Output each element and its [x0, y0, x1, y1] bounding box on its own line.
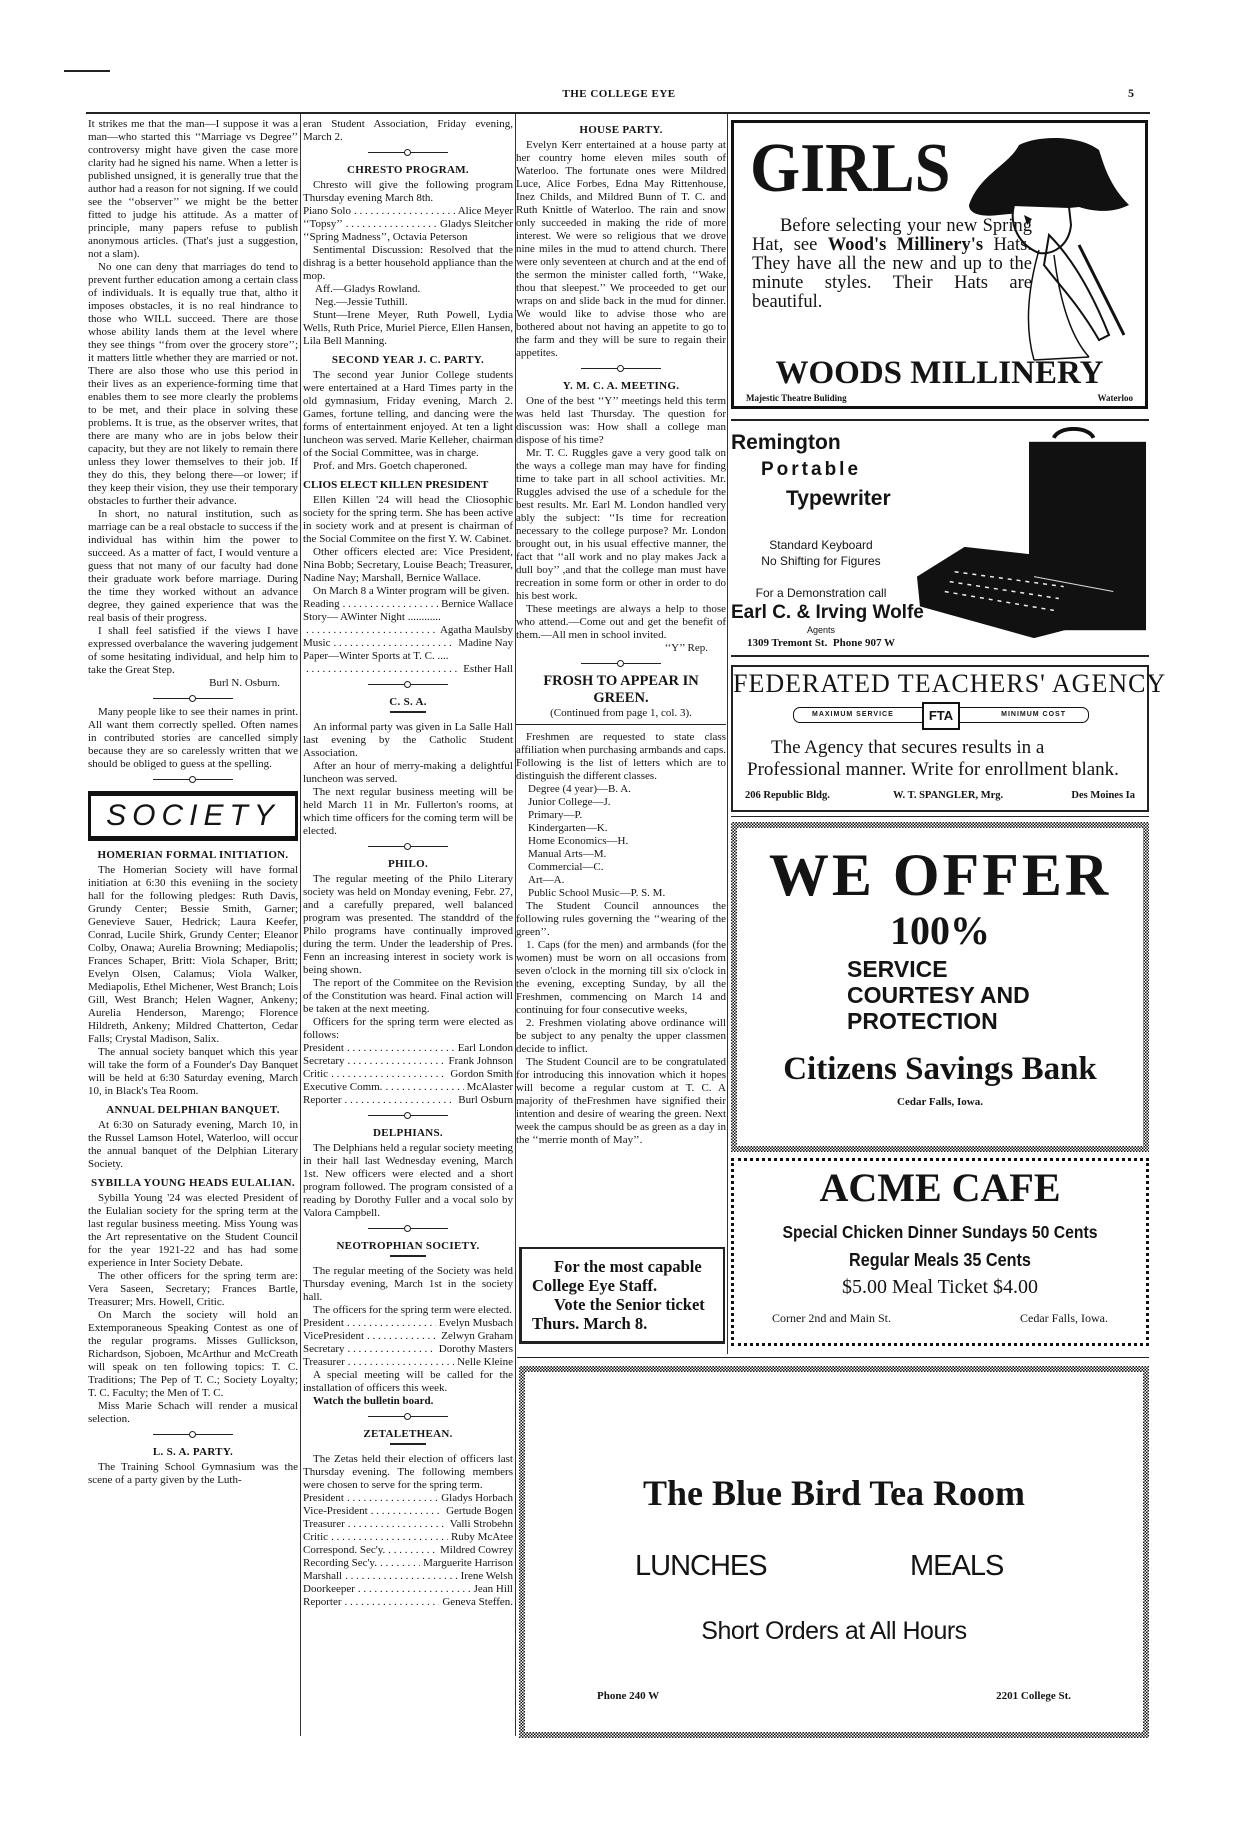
leader-row	[303, 1317, 513, 1330]
article-paragraph: No one can deny that marriages do tend to prevent further education among a certain class of individuals. It is equally true that, altho it imposes obstacles, it is no real hindrance to those who WILL succeed. There are those whose ability lands them at the level where they see things ‘‘from over the grocery store’’; it matters little whether they are married or not. There are also those who use this period in their lives as an experience-forming time that enables them to see more clearly the problems to be met, and their place in solving these problems. It is true, as the observer writes, that there are many who are in jobs below their capacity, but they are not likely to remain there unless they lower themselves to their job. If they do this, they belong there—or lower; if they keep their vision, they use their temporary obstacles to further their advance.	[88, 261, 298, 507]
ad-headline: Typewriter	[786, 487, 891, 510]
ad-separator	[517, 1357, 1149, 1358]
ornamental-divider	[303, 1109, 513, 1121]
article-headline: HOMERIAN FORMAL INITIATION.	[97, 849, 289, 861]
remington-typewriter-ad	[731, 425, 1149, 653]
dot-leader	[388, 1544, 437, 1557]
leader-row	[303, 1518, 513, 1531]
article-paragraph: The regular meeting of the Philo Literary society was held on Monday evening, Febr. 27, and a carefully prepared, well balanced program was presented. The standdrd of the Philo programs have continually improved during the term. Under the leadership of Pres. Fenn an increasing interest in society work is being shown.	[303, 873, 513, 976]
ad-agents-name: Earl C. & Irving Wolfe	[731, 602, 924, 623]
leader-label: President	[303, 1042, 344, 1054]
column-2	[303, 118, 513, 1738]
leader-row	[303, 1570, 513, 1583]
article-paragraph: On March 8 a Winter program will be given.	[313, 585, 510, 597]
leader-value: Gertude Bogen	[446, 1505, 513, 1517]
vote-line: College Eye Staff.	[532, 1276, 658, 1295]
motto-right: MINIMUM COST	[1001, 711, 1066, 718]
leader-label: Music	[303, 637, 331, 649]
vote-line: Thurs. March 8.	[532, 1314, 648, 1333]
column-3	[516, 118, 726, 1242]
article-paragraph: At 6:30 on Saturady evening, March 10, in the Russel Lamson Hotel, Waterloo, will occur the annual banquet of the Delphian Literary Society.	[88, 1119, 298, 1170]
leader-row	[303, 1068, 513, 1081]
ad-city: Cedar Falls, Iowa.	[897, 1096, 983, 1108]
article-paragraph: The regular meeting of the Society was held Thursday evening, March 1st in the society hall.	[303, 1265, 513, 1303]
article-headline: SYBILLA YOUNG HEADS EULALIAN.	[91, 1177, 295, 1189]
article-paragraph: In short, no natural institution, such as marriage can be a real obstacle to success if the individual has within him the power to succeed. As a matter of fact, I would venture a guess that not many of our faculty had done their graduate work before marriage. During the time they worked without an advance degree, they gained experience that was the real basis of their progress.	[88, 508, 298, 624]
ad-line: SERVICE	[847, 956, 948, 982]
article-paragraph: The report of the Commitee on the Revision of the Constitution was heard. Final action will be taken at the next meeting.	[303, 977, 513, 1015]
ad-line: Short Orders at All Hours	[701, 1617, 967, 1645]
dot-leader	[348, 1356, 454, 1369]
leader-value: Madine Nay	[458, 637, 513, 649]
dot-leader	[358, 1583, 471, 1596]
article-paragraph: I shall feel satisfied if the views I have expressed overbalance the wavering judgement of some hesitating individual, and help him to take the Great Step.	[88, 625, 298, 676]
leader-label: President	[303, 1492, 344, 1504]
ad-address: 206 Republic Bldg.	[745, 790, 830, 801]
article-paragraph: On March the society will hold an Extemporaneous Speaking Contest as one of the regular programs. Misses Gullickson, Richardson, Sjoboen, McArthur and McCreath will speak on ten following topics: T. C. Traditions; The Pep of T. C.; Society Loyalty; T. C. Faculty; the Men of T. C.	[88, 1309, 298, 1399]
ad-feature: Standard Keyboard	[769, 538, 873, 552]
leader-row	[303, 1042, 513, 1055]
article-paragraph: These meetings are always a help to those who attend.—Come out and get the benefit of them.—All men in school invited.	[516, 603, 726, 641]
dot-leader	[348, 1343, 436, 1356]
ad-city: Des Moines Ia	[1071, 790, 1135, 801]
ornamental-divider	[88, 1428, 298, 1440]
dot-leader	[344, 1094, 455, 1107]
leader-row	[303, 205, 513, 218]
dot-leader	[306, 624, 437, 637]
article-headline: SECOND YEAR J. C. PARTY.	[331, 354, 485, 366]
article-paragraph: The Student Council announces the following rules governing the ‘‘wearing of the green’’.	[516, 900, 726, 938]
leader-label: Secretary	[303, 1055, 345, 1067]
ad-line: Regular Meals 35 Cents	[849, 1250, 1031, 1270]
article-paragraph: Miss Marie Schach will render a musical selection.	[88, 1400, 298, 1425]
article-paragraph: Prof. and Mrs. Goetch chaperoned.	[313, 460, 468, 472]
article-signature: Burl N. Osburn.	[209, 677, 280, 689]
article-headline: C. S. A.	[389, 696, 427, 708]
acme-cafe-ad	[731, 1158, 1149, 1346]
dot-leader	[306, 663, 460, 676]
article-paragraph: Story— AWinter Night ............	[303, 611, 441, 623]
dot-leader	[331, 1068, 447, 1081]
article-paragraph: Chresto will give the following program Thursday evening March 8th.	[303, 179, 513, 204]
motto-left: MAXIMUM SERVICE	[812, 711, 894, 718]
leader-value: Earl London	[457, 1042, 513, 1054]
ad-business-name: FEDERATED TEACHERS' AGENCY	[733, 669, 1167, 698]
column-1	[88, 118, 298, 1738]
leader-value: Evelyn Musbach	[438, 1317, 513, 1329]
dot-leader	[346, 218, 437, 231]
leader-label: Reporter	[303, 1094, 342, 1106]
newspaper-title: THE COLLEGE EYE	[562, 88, 676, 100]
article-paragraph: A special meeting will be called for the installation of officers this week.	[303, 1369, 513, 1394]
article-headline: ANNUAL DELPHIAN BANQUET.	[106, 1104, 280, 1116]
short-rule	[390, 711, 426, 713]
article-paragraph: Other officers elected are: Vice President, Nina Bobb; Secretary, Louise Beach; Treasurer, Nadine Nay; Marshall, Bernice Wallace.	[303, 546, 513, 584]
article-bold-note: Watch the bulletin board.	[313, 1395, 434, 1407]
ad-city: Cedar Falls, Iowa.	[1020, 1311, 1108, 1325]
article-headline: DELPHIANS.	[373, 1127, 443, 1139]
leader-label: Critic	[303, 1068, 329, 1080]
ad-feature: No Shifting for Figures	[761, 554, 881, 568]
ad-city: Waterloo	[1097, 393, 1133, 403]
ad-percentage: 100%	[890, 908, 990, 953]
leader-row	[303, 1492, 513, 1505]
leader-label: VicePresident	[303, 1330, 365, 1342]
leader-label: Marshall	[303, 1570, 343, 1582]
leader-value: Gladys Horbach	[441, 1492, 513, 1504]
article-headline: NEOTROPHIAN SOCIETY.	[336, 1240, 480, 1252]
article-paragraph: Stunt—Irene Meyer, Ruth Powell, Lydia Wells, Ruth Price, Muriel Pierce, Ellen Hansen, Lila Bell Manning.	[303, 309, 513, 347]
ad-line: Special Chicken Dinner Sundays 50 Cents	[782, 1222, 1098, 1242]
article-headline: HOUSE PARTY.	[579, 124, 663, 136]
ad-separator	[731, 419, 1149, 421]
ad-business-name: Citizens Savings Bank	[783, 1051, 1097, 1087]
leader-value: Irene Welsh	[460, 1570, 513, 1582]
ornamental-divider	[516, 362, 726, 374]
ornamental-divider	[303, 146, 513, 158]
dot-leader	[348, 1518, 447, 1531]
article-paragraph: The Zetas held their election of officers last Thursday evening. The following members were chosen to serve for the spring term.	[303, 1453, 513, 1491]
leader-label: Critic	[303, 1531, 329, 1543]
article-subheadline: (Continued from page 1, col. 3).	[550, 707, 692, 719]
ornamental-divider	[303, 840, 513, 852]
ad-separator	[731, 816, 1149, 817]
article-signature: ‘‘Y’’ Rep.	[664, 642, 708, 654]
dot-leader	[367, 1330, 438, 1343]
typewriter-illustration	[915, 427, 1149, 649]
ornamental-divider	[303, 1222, 513, 1234]
leader-row	[303, 1081, 513, 1094]
article-paragraph: It strikes me that the man—I suppose it was a man—who started this ‘‘Marriage vs Degree’’ controversy might have given the case more clarity had he signed his name. When a letter is published unsigned, it is generally true that the author had a reason for not signing. If we could see the ‘‘observer’’ we might be the better fitted to judge his attitude. As a matter of principle, many papers refuse to publish anonymous articles. (That's just a suggestion, not a slam).	[88, 118, 298, 260]
ad-headline: GIRLS	[750, 130, 951, 207]
ad-manager: W. T. SPANGLER, Mrg.	[893, 790, 1004, 801]
article-paragraph: Many people like to see their names in print. All want them correctly spelled. Often names in contributed stories are cancelled simply because they are so carelessly written that we should be obliged to guess at the spelling.	[88, 706, 298, 770]
list-item: Kindergarten—K.	[528, 822, 608, 834]
ad-address: Majestic Theatre Buliding	[746, 393, 847, 403]
article-paragraph: Freshmen are requested to state class affiliation when purchasing armbands and caps. Following is the list of letters which are to distinguish the different classes.	[516, 731, 726, 782]
ad-phone: Phone 240 W	[597, 1690, 660, 1702]
list-item: Commercial—C.	[528, 861, 604, 873]
ad-body: The Agency that secures results in a Professional manner. Write for enrollment blank.	[747, 737, 1119, 780]
vote-line: For the most capable	[554, 1257, 702, 1276]
dot-leader	[347, 1317, 436, 1330]
leader-value: Esther Hall	[463, 663, 513, 675]
leader-value: Nelle Kleine	[457, 1356, 513, 1368]
ad-line: $5.00 Meal Ticket $4.00	[841, 1276, 1039, 1298]
leader-row	[303, 1094, 513, 1107]
dot-leader	[385, 1081, 463, 1094]
article-paragraph: Officers for the spring term were elected as follows:	[303, 1016, 513, 1041]
ad-agents-label: Agents	[806, 625, 836, 635]
dot-leader	[380, 1557, 420, 1570]
leader-row	[303, 1505, 513, 1518]
leader-value: Valli Strobehn	[449, 1518, 513, 1530]
leader-row	[303, 1596, 513, 1609]
column-rule	[727, 114, 728, 1354]
article-paragraph: The Homerian Society will have formal initiation at 6:30 this eveniing in the society hall for the following pledges: Ruth Davis, Grundy Center; Bessie Smith, Garner; Genevieve Sauer, Hedrick; Laura Keefer, Conrad, Lucile Shirk, Grundy Center; Eleanor Colby, Onawa; Aurelia Browning; Mediapolis; Frances Schaper, Britt: Viola Schaper, Britt; Evelyn Olsen, Calamus; Viola Walker, Mediapolis, Ethel Michener, West Branch; Lois Gill, West Branch; Helen Wagner, Ankeny; Aurelia Henderson, Marengo; Florence Hildreth, Ankeny; Mildred Chatterton, Cedar Falls; Crystal Madison, Salix.	[88, 864, 298, 1045]
article-paragraph: After an hour of merry-making a delightful luncheon was served.	[303, 760, 513, 785]
article-paragraph: The next regular business meeting will be held March 11 in Mr. Fullerton's rooms, at which time officers for the coming term will be elected.	[303, 786, 513, 837]
leader-row	[303, 663, 513, 676]
article-headline: CLIOS ELECT KILLEN PRESIDENT	[303, 479, 489, 491]
article-headline: ZETALETHEAN.	[363, 1428, 453, 1440]
leader-label: Vice-President	[303, 1505, 368, 1517]
woods-millinery-ad	[731, 120, 1148, 409]
vote-line: Vote the Senior ticket	[554, 1295, 705, 1314]
federated-teachers-agency-ad	[731, 665, 1167, 812]
article-paragraph: One of the best ‘‘Y’’ meetings held this term was held last Thursday. The question for discussion was: How shall a college man dispose of his time?	[516, 395, 726, 446]
article-paragraph: The second year Junior College students were entertained at a Hard Times party in the old gymnasium, Friday evening, March 2. Games, fortune telling, and dancing were the forms of entertainment enjoyed. At ten a light luncheon was served. Marie Kelleher, chairman of the Social Committee, was in charge.	[303, 369, 513, 459]
article-paragraph: An informal party was given in La Salle Hall last evening by the Catholic Student Association.	[303, 721, 513, 759]
ad-address: 2201 College St.	[996, 1690, 1071, 1702]
ad-business-name: ACME CAFE	[819, 1165, 1061, 1210]
article-paragraph: Paper—Winter Sports at T. C. ....	[303, 650, 449, 662]
ornamental-divider	[303, 1410, 513, 1422]
leader-value: Ruby McAtee	[450, 1531, 513, 1543]
dot-leader	[331, 1531, 448, 1544]
list-item: Public School Music—P. S. M.	[528, 887, 666, 899]
horizontal-rule	[516, 724, 726, 725]
column-rule	[300, 114, 301, 1736]
leader-label: Reporter	[303, 1596, 342, 1608]
ad-business-name: WOODS MILLINERY	[775, 355, 1104, 391]
leader-row	[303, 1356, 513, 1369]
article-headline: FROSH TO APPEAR IN GREEN.	[543, 673, 699, 706]
article-paragraph: The Training School Gymnasium was the scene of a party given by the Luth-	[88, 1461, 298, 1486]
ad-address: 1309 Tremont St.	[746, 637, 828, 649]
dot-leader	[334, 637, 456, 650]
ad-headline: WE OFFER	[768, 842, 1112, 908]
ad-line-lunches: LUNCHES	[635, 1550, 767, 1582]
citizens-savings-bank-ad	[731, 822, 1149, 1152]
leader-value: McAlaster	[466, 1081, 513, 1093]
fta-monogram-logo: FTA	[922, 702, 960, 730]
leader-label: ‘‘Topsy’’	[303, 218, 343, 230]
section-banner-society: SOCIETY	[88, 791, 298, 841]
article-paragraph: The annual society banquet which this year will take the form of a Founder's Day Banquet will be held at 6:30 Saturday evening, March 10, in Black's Tea Room.	[88, 1046, 298, 1097]
list-item: Manual Arts—M.	[528, 848, 607, 860]
leader-value: Dorothy Masters	[438, 1343, 513, 1355]
article-paragraph: ‘‘Spring Madness’’, Octavia Peterson	[303, 231, 468, 243]
list-item: Primary—P.	[528, 809, 583, 821]
leader-label: Correspond. Sec'y.	[303, 1544, 386, 1556]
dot-leader	[347, 1042, 455, 1055]
dot-leader	[344, 1596, 439, 1609]
leader-value: Frank Johnson	[448, 1055, 513, 1067]
leader-row	[303, 1544, 513, 1557]
leader-row	[303, 637, 513, 650]
list-item: Aff.—Gladys Rowland.	[315, 283, 421, 295]
article-paragraph: Evelyn Kerr entertained at a house party at her country home eleven miles south of Waterloo. The fortunate ones were Mildred Luce, Alice Forbes, Edna May Rittenhouse, Inez Childs, and Mildred Bunn of T. C. and Ruth Knittle of Waterloo. The rain and snow only succeeded in making the ride of more interest. We were so religious that we drove nine miles in the mud to attend church. There were only seventeen at church and at the end of the sermon the minister called forth, ‘‘Wake, thou that sleepest.’’ We proceeded to get our wraps on and slide back in the mud for dinner. We would like to advise those who are bothered about not having an appetite to go to the farm and they will be sure to regain their appetites.	[516, 139, 726, 359]
leader-row	[303, 598, 513, 611]
leader-value: Burl Osburn	[458, 1094, 513, 1106]
dot-leader	[354, 205, 455, 218]
leader-value: Agatha Maulsby	[439, 624, 513, 636]
article-paragraph: The Student Council are to be congratulated for introducing this innovation which it hopes will become a regular custom at T. C. A majority of theFreshmen have signified their intention and desire of wearing the green. Next week the campus should be as green as a day in the ‘‘merrie month of May’’.	[516, 1056, 726, 1146]
list-item: Neg.—Jessie Tuthill.	[315, 296, 408, 308]
ad-call: For a Demonstration call	[755, 586, 887, 600]
article-paragraph: The other officers for the spring term are: Vera Saseen, Secretary; Frances Bartle, Treasurer; Mrs. Howell, Critic.	[88, 1270, 298, 1308]
leader-row	[303, 1330, 513, 1343]
leader-value: Mildred Cowrey	[439, 1544, 513, 1556]
vote-senior-ticket-box	[519, 1247, 725, 1344]
leader-row	[303, 218, 513, 231]
short-rule	[390, 1443, 426, 1445]
article-headline: PHILO.	[388, 858, 428, 870]
article-paragraph: The Delphians held a regular society meeting in their hall last Wednesday evening, March 1st. New officers were elected and a short program followed. The program consisted of a reading by Dorothy Fuller and a vocal solo by Valora Campbell.	[303, 1142, 513, 1219]
ad-headline: Remington	[731, 431, 841, 454]
ad-business-name: The Blue Bird Tea Room	[642, 1473, 1026, 1513]
leader-label: Recording Sec'y.	[303, 1557, 377, 1569]
article-paragraph: Sentimental Discussion: Resolved that the dishrag is a better household appliance than the mop.	[303, 244, 513, 282]
ad-phone: Phone 907 W	[832, 637, 895, 649]
leader-row	[303, 624, 513, 637]
leader-label: Piano Solo	[303, 205, 351, 217]
list-item: Junior College—J.	[528, 796, 611, 808]
article-paragraph: 1. Caps (for the men) and armbands (for the women) must be worn on all occasions from seven o'clock in the morning till six o'clock in the evening, excepting Sunday, by all the Freshmen, commencing on March 14 and continuing for four consecutive weeks,	[516, 939, 726, 1016]
ornamental-divider	[516, 657, 726, 669]
article-paragraph: 2. Freshmen violating above ordinance will be subject to any penalty the upper classmen decide to inflict.	[516, 1017, 726, 1055]
leader-value: Gladys Sleitcher	[439, 218, 513, 230]
article-paragraph: Mr. T. C. Ruggles gave a very good talk on the ways a college man may have for finding time to take part in all school activities. Mr. Ruggles advised the use of a schedule for the best results. Mr. Earl M. London handled very ably the subject: ‘‘Is time for recreation necessary to the college purpose? Mr. London brought out, in his usual effective manner, the fact that ‘‘all work and no play makes Jack a dull boy’’ ,and that the college man must have recreation in some form or other in order to do his best work.	[516, 447, 726, 602]
dot-leader	[348, 1055, 446, 1068]
article-paragraph: Sybilla Young '24 was elected President of the Eulalian society for the spring term at the last regular business meeting. Miss Young was the Art representative on the Student Council for the year 1921-22 and has had some experience in Inter Society Debate.	[88, 1192, 298, 1269]
leader-row	[303, 1343, 513, 1356]
article-paragraph: The officers for the spring term were elected.	[313, 1304, 512, 1316]
leader-row	[303, 1557, 513, 1570]
list-item: Home Economics—H.	[528, 835, 629, 847]
leader-value: Marguerite Harrison	[423, 1557, 513, 1569]
leader-value: Zelwyn Graham	[441, 1330, 513, 1342]
leader-value: Jean Hill	[473, 1583, 513, 1595]
leader-row	[303, 1531, 513, 1544]
leader-value: Gordon Smith	[450, 1068, 513, 1080]
ad-body-text: Hats. They have all the new and up to the minute styles. Their Hats are beautiful.	[752, 235, 1032, 312]
article-headline: CHRESTO PROGRAM.	[347, 164, 469, 176]
ad-body-text: Before selecting your new Spring Hat, see	[752, 216, 1032, 255]
ornamental-divider	[88, 773, 298, 785]
article-paragraph: eran Student Association, Friday evening, March 2.	[303, 118, 513, 143]
ad-address: Corner 2nd and Main St.	[772, 1311, 891, 1325]
ad-headline: Portable	[761, 459, 862, 480]
top-margin-rule	[64, 70, 110, 72]
leader-label: Doorkeeper	[303, 1583, 355, 1595]
dot-leader	[347, 1492, 438, 1505]
page-number: 5	[1128, 86, 1134, 100]
short-rule	[390, 1255, 426, 1257]
ornamental-divider	[88, 692, 298, 704]
article-headline: L. S. A. PARTY.	[152, 1446, 234, 1458]
dot-leader	[345, 1570, 458, 1583]
ad-body	[752, 217, 1032, 312]
ornamental-divider	[303, 678, 513, 690]
ad-body-bold: Wood's Millinery's	[827, 235, 984, 255]
header-rule	[86, 112, 1150, 114]
leader-row	[303, 1583, 513, 1596]
blue-bird-tea-room-ad	[519, 1366, 1149, 1738]
leader-value: Bernice Wallace	[441, 598, 513, 610]
leader-label: Executive Comm.	[303, 1081, 383, 1093]
dot-leader	[371, 1505, 443, 1518]
leader-value: Alice Meyer	[457, 205, 513, 217]
list-item: Art—A.	[528, 874, 565, 886]
ad-line: PROTECTION	[847, 1008, 998, 1034]
leader-value: Geneva Steffen.	[442, 1596, 513, 1608]
leader-label: Secretary	[303, 1343, 345, 1355]
ad-line: COURTESY AND	[847, 982, 1030, 1008]
leader-label: Treasurer	[303, 1356, 345, 1368]
list-item: Degree (4 year)—B. A.	[528, 783, 631, 795]
leader-label: Treasurer	[303, 1518, 345, 1530]
leader-label: President	[303, 1317, 344, 1329]
ad-line-meals: MEALS	[910, 1550, 1004, 1582]
article-headline: Y. M. C. A. MEETING.	[562, 380, 680, 392]
leader-row	[303, 1055, 513, 1068]
article-paragraph: Ellen Killen '24 will head the Cliosophic society for the spring term. She has been active in society work and at present is chairman of the Social Commitee on the first Y. W. Cabinet.	[303, 494, 513, 545]
dot-leader	[343, 598, 438, 611]
leader-label: Reading	[303, 598, 340, 610]
ad-separator	[731, 655, 1149, 657]
